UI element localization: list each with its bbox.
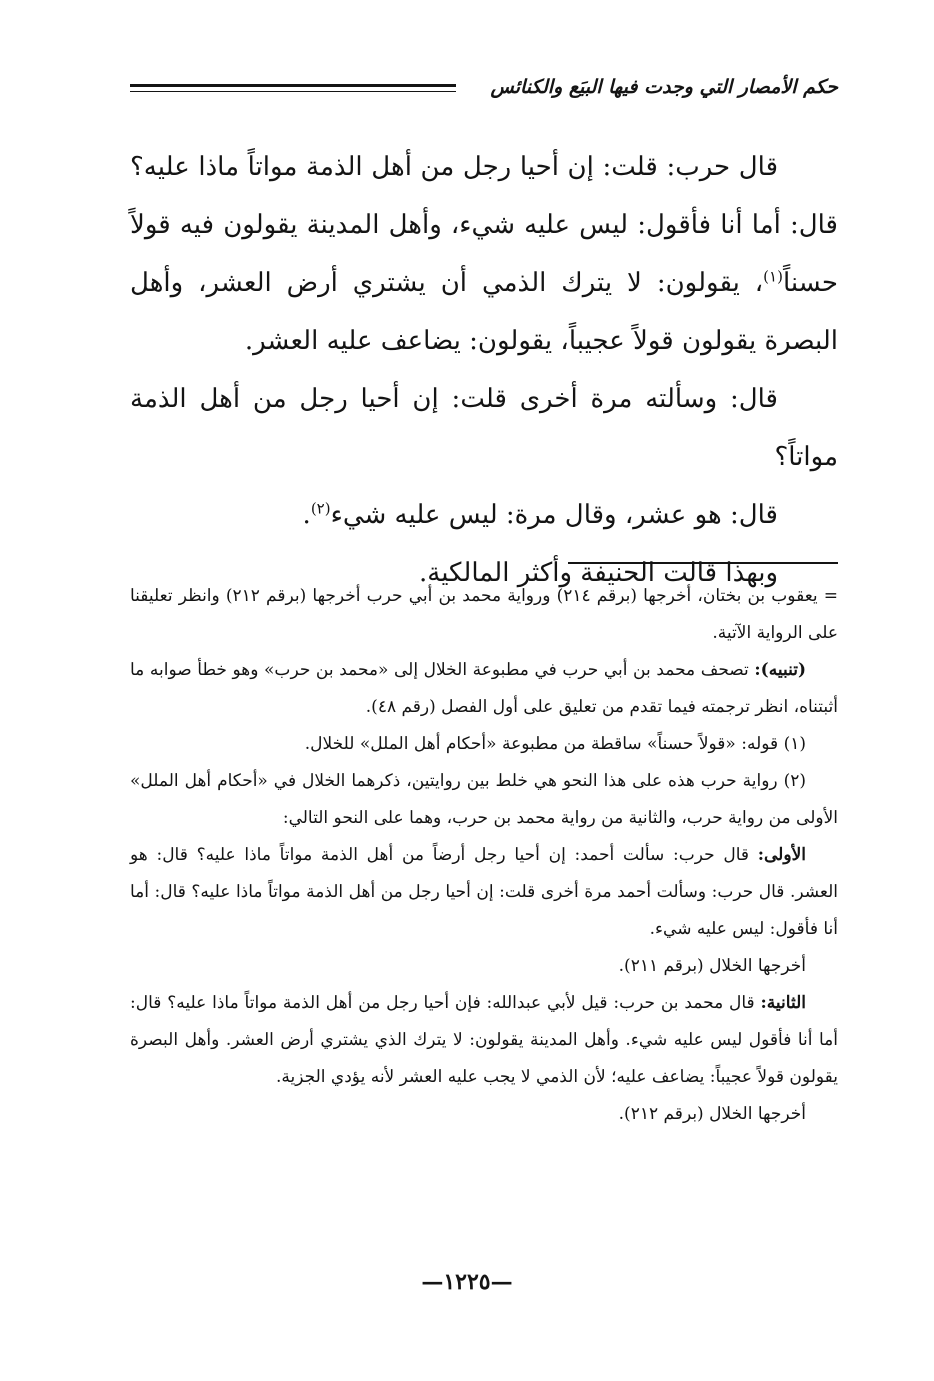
running-header — [130, 70, 838, 110]
second-label: الثانية: — [760, 993, 806, 1013]
footnote-2-second-source: أخرجها الخلال (برقم ٢١٢). — [618, 1104, 806, 1124]
paragraph-4-text: وبهذا قالت الحنيفة وأكثر المالكية. — [419, 558, 778, 588]
second-text: قال محمد بن حرب: قيل لأبي عبدالله: فإن أحيا رجل من أهل الذمة مواتاً ماذا عليه؟ قال: أما أنا فأقول ليس عليه شيء. وأهل المدينة يقولون: لا يترك الذي يشتري أرض العشر. وأهل البصرة يقولون قولاً عجيباً: يضاعف عليه؛ لأن الذمي لا يجب عليه العشر لأنه يؤدي الجزية. — [130, 993, 838, 1087]
paragraph-1-text: قال حرب: قلت: إن أحيا رجل من أهل الذمة مواتاً ماذا عليه؟ قال: أما أنا فأقول: ليس عليه شيء، وأهل المدينة يقولون فيه قولاً حسناً — [130, 152, 838, 298]
footnote-2: (٢) رواية حرب هذه على هذا النحو هي خلط بين روايتين، ذكرهما الخلال في «أحكام أهل الملل» الأولى من رواية حرب، والثانية من رواية محمد بن حرب، وهما على النحو التالي: — [130, 771, 838, 828]
paragraph-1-text-cont: ، يقولون: لا يترك الذمي أن يشتري أرض العشر، وأهل البصرة يقولون قولاً عجيباً، يقولون: يضاعف عليه العشر. — [130, 268, 838, 356]
page-number: —١٢٢٥— — [421, 1269, 513, 1295]
footnote-continuation: = يعقوب بن بختان، أخرجها (برقم ٢١٤) ورواية محمد بن أبي حرب أخرجها (برقم ٢١٢) وانظر تعليقنا على الرواية الآتية. — [130, 586, 839, 643]
footnote-notice — [130, 652, 838, 726]
header-double-rule — [130, 84, 456, 92]
notice-text: تصحف محمد بن أبي حرب في مطبوعة الخلال إلى «محمد بن حرب» وهو خطأ صوابه ما أثبتناه، انظر ترجمته فيما تقدم من تعليق على أول الفصل (رقم ٤٨). — [130, 660, 838, 717]
paragraph-3 — [130, 486, 838, 544]
paragraph-2-text: قال: وسألته مرة أخرى قلت: إن أحيا رجل من أهل الذمة مواتاً؟ — [130, 384, 838, 472]
footnote-1: (١) قوله: «قولاً حسناً» ساقطة من مطبوعة «أحكام أهل الملل» للخلال. — [304, 734, 806, 754]
footnote-2-first — [130, 837, 838, 948]
footnote-2-first-source: أخرجها الخلال (برقم ٢١١). — [618, 956, 806, 976]
notice-label: (تنبيه): — [754, 660, 806, 680]
footnote-divider — [568, 562, 838, 564]
footnote-ref-1[interactable]: (١) — [763, 267, 783, 286]
running-title: حكم الأمصار التي وجدت فيها البيَع والكنائس — [490, 76, 838, 98]
footnotes — [130, 578, 838, 1133]
footnote-2-second — [130, 985, 838, 1096]
paragraph-3-text: قال: هو عشر، وقال مرة: ليس عليه شيء — [330, 500, 778, 530]
footnote-ref-2[interactable]: (٢) — [310, 499, 331, 518]
first-label: الأولى: — [757, 845, 806, 865]
paragraph-3-text-cont: . — [302, 500, 311, 530]
paragraph-1 — [130, 138, 838, 370]
paragraph-2 — [130, 370, 838, 486]
first-text: قال حرب: سألت أحمد: إن أحيا رجل أرضاً من أهل الذمة مواتاً ماذا عليه؟ قال: هو العشر. قال حرب: وسألت أحمد مرة أخرى قلت: إن أحيا رجل من أهل الذمة مواتاً ماذا عليه؟ قال: أما أنا فأقول: ليس عليه شيء. — [130, 845, 838, 939]
main-text — [130, 138, 838, 602]
